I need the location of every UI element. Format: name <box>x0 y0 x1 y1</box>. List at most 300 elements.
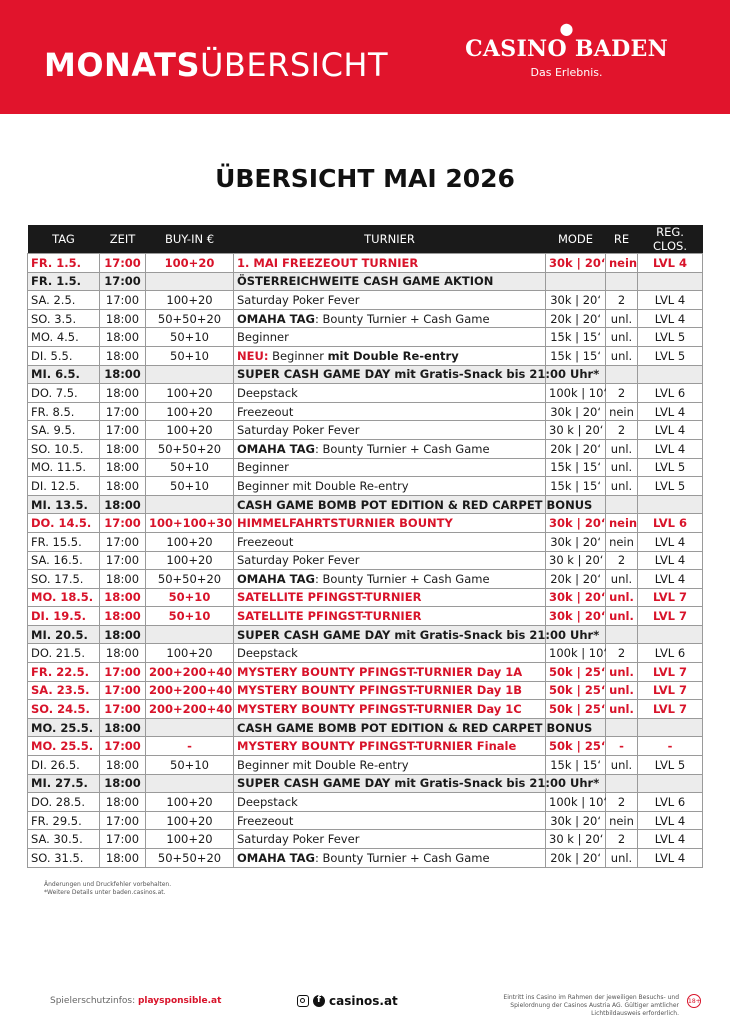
cell-zeit: 17:00 <box>100 291 146 310</box>
cell-reg-clos <box>638 774 703 793</box>
cell-re: unl. <box>606 346 638 365</box>
turnier-text-bold: MYSTERY BOUNTY PFINGST-TURNIER Day 1B <box>237 683 523 698</box>
cell-zeit: 18:00 <box>100 774 146 793</box>
table-row <box>28 663 703 682</box>
cell-zeit: 18:00 <box>100 439 146 458</box>
table-row <box>28 514 703 533</box>
cell-reg-clos: LVL 7 <box>638 607 703 626</box>
casino-baden-logo[interactable] <box>465 19 668 79</box>
cell-turnier <box>234 514 546 533</box>
cell-zeit: 18:00 <box>100 718 146 737</box>
turnier-text: Saturday Poker Fever <box>237 553 360 568</box>
cell-tag: DI. 19.5. <box>28 607 100 626</box>
cell-reg-clos: LVL 7 <box>638 663 703 682</box>
cell-turnier <box>234 830 546 849</box>
cell-buyin: 100+20 <box>146 551 234 570</box>
cell-turnier <box>234 532 546 551</box>
table-row <box>28 495 703 514</box>
cell-mode: 30k | 20‘ <box>546 607 606 626</box>
turnier-text-bold: OMAHA TAG <box>237 311 315 326</box>
cell-tag: FR. 8.5. <box>28 402 100 421</box>
cell-re: unl. <box>606 458 638 477</box>
col-header-zeit: ZEIT <box>100 225 146 254</box>
cell-zeit: 18:00 <box>100 328 146 347</box>
cell-turnier <box>234 458 546 477</box>
page-title: MONATSÜBERSICHT <box>44 46 389 84</box>
turnier-text: Beginner <box>237 460 289 475</box>
col-header-buyin: BUY-IN € <box>146 225 234 254</box>
cell-reg-clos: LVL 4 <box>638 570 703 589</box>
turnier-text-bold: CASH GAME BOMB POT EDITION & RED CARPET BONUS <box>237 497 593 512</box>
cell-zeit: 18:00 <box>100 384 146 403</box>
cell-mode: 15k | 15‘ <box>546 458 606 477</box>
brand-name: CASINO BADEN <box>465 36 668 62</box>
cell-mode: 30 k | 20‘ <box>546 830 606 849</box>
cell-buyin: 50+10 <box>146 756 234 775</box>
turnier-text-bold: OMAHA TAG <box>237 850 315 865</box>
cell-mode: 15k | 15‘ <box>546 328 606 347</box>
social-links <box>297 994 398 1008</box>
cell-tag: SA. 16.5. <box>28 551 100 570</box>
cell-turnier <box>234 384 546 403</box>
cell-zeit: 17:00 <box>100 811 146 830</box>
cell-reg-clos: LVL 5 <box>638 328 703 347</box>
cell-tag: MO. 4.5. <box>28 328 100 347</box>
table-row <box>28 291 703 310</box>
table-row <box>28 365 703 384</box>
cell-re: unl. <box>606 607 638 626</box>
cell-zeit: 17:00 <box>100 514 146 533</box>
turnier-text-bold: CASH GAME BOMB POT EDITION & RED CARPET BONUS <box>237 720 593 735</box>
cell-reg-clos: LVL 4 <box>638 402 703 421</box>
facebook-icon[interactable]: f <box>313 995 325 1007</box>
cell-zeit: 17:00 <box>100 681 146 700</box>
cell-mode: 50k | 25‘ <box>546 663 606 682</box>
cell-mode: 30k | 20‘ <box>546 254 606 273</box>
cell-tag: FR. 1.5. <box>28 272 100 291</box>
cell-tag: SO. 17.5. <box>28 570 100 589</box>
cell-zeit: 18:00 <box>100 346 146 365</box>
turnier-text: Beginner <box>237 330 289 345</box>
cell-re: unl. <box>606 570 638 589</box>
cell-re: 2 <box>606 421 638 440</box>
turnier-text: : Bounty Turnier + Cash Game <box>314 441 490 456</box>
cell-reg-clos: LVL 4 <box>638 811 703 830</box>
brand-tagline: Das Erlebnis. <box>530 66 603 79</box>
turnier-text-bold: OMAHA TAG <box>237 441 315 456</box>
cell-tag: FR. 29.5. <box>28 811 100 830</box>
turnier-text-bold: SUPER CASH GAME DAY mit Gratis-Snack bis 21:00 Uhr* <box>237 367 600 382</box>
turnier-text: : Bounty Turnier + Cash Game <box>314 850 490 865</box>
cell-mode: 20k | 20‘ <box>546 439 606 458</box>
cell-zeit: 18:00 <box>100 495 146 514</box>
cell-zeit: 18:00 <box>100 588 146 607</box>
cell-mode: 15k | 15‘ <box>546 346 606 365</box>
cell-buyin <box>146 365 234 384</box>
cell-turnier <box>234 607 546 626</box>
cell-mode: 15k | 15‘ <box>546 477 606 496</box>
cell-reg-clos: LVL 5 <box>638 458 703 477</box>
table-row <box>28 756 703 775</box>
cell-turnier <box>234 439 546 458</box>
cell-mode: 20k | 20‘ <box>546 849 606 868</box>
cell-mode: 30 k | 20‘ <box>546 421 606 440</box>
cell-buyin: 200+200+40 <box>146 663 234 682</box>
cell-mode: 30k | 20‘ <box>546 514 606 533</box>
cell-re: 2 <box>606 291 638 310</box>
cell-re: unl. <box>606 477 638 496</box>
cell-re: 2 <box>606 551 638 570</box>
cell-tag: SA. 9.5. <box>28 421 100 440</box>
cell-mode: 100k | 10‘ <box>546 793 606 812</box>
cell-tag: DO. 7.5. <box>28 384 100 403</box>
cell-reg-clos: LVL 4 <box>638 849 703 868</box>
table-row <box>28 477 703 496</box>
cell-tag: MI. 20.5. <box>28 625 100 644</box>
footnote-disclaimer: Änderungen und Druckfehler vorbehalten. <box>44 881 172 888</box>
cell-re: 2 <box>606 793 638 812</box>
cell-tag: MO. 11.5. <box>28 458 100 477</box>
cell-tag: DO. 21.5. <box>28 644 100 663</box>
cell-zeit: 18:00 <box>100 625 146 644</box>
cell-reg-clos: LVL 4 <box>638 254 703 273</box>
cell-turnier <box>234 811 546 830</box>
turnier-text-bold: MYSTERY BOUNTY PFINGST-TURNIER Day 1A <box>237 664 523 679</box>
cell-tag: DO. 14.5. <box>28 514 100 533</box>
cell-re: unl. <box>606 328 638 347</box>
table-row <box>28 570 703 589</box>
table-row <box>28 700 703 719</box>
cell-tag: DO. 28.5. <box>28 793 100 812</box>
cell-zeit: 17:00 <box>100 830 146 849</box>
cell-reg-clos: LVL 4 <box>638 309 703 328</box>
cell-reg-clos: LVL 6 <box>638 644 703 663</box>
cell-tag: SO. 24.5. <box>28 700 100 719</box>
table-row <box>28 421 703 440</box>
age-badge: 18+ <box>687 994 701 1008</box>
table-row <box>28 532 703 551</box>
cell-reg-clos: LVL 6 <box>638 384 703 403</box>
cell-mode: 100k | 10‘ <box>546 384 606 403</box>
table-row <box>28 384 703 403</box>
cell-zeit: 17:00 <box>100 254 146 273</box>
turnier-text-bold: MYSTERY BOUNTY PFINGST-TURNIER Day 1C <box>237 702 522 717</box>
cell-mode: 30k | 20‘ <box>546 291 606 310</box>
playsponsible-link[interactable]: playsponsible.at <box>137 996 222 1006</box>
cell-turnier <box>234 365 600 384</box>
footnotes <box>44 881 171 897</box>
turnier-text: : Bounty Turnier + Cash Game <box>314 311 490 326</box>
cell-re: 2 <box>606 644 638 663</box>
cell-buyin: 100+20 <box>146 793 234 812</box>
cell-zeit: 18:00 <box>100 365 146 384</box>
cell-zeit: 17:00 <box>100 272 146 291</box>
table-row <box>28 830 703 849</box>
cell-reg-clos: LVL 4 <box>638 532 703 551</box>
cell-turnier <box>234 793 546 812</box>
turnier-text-bold: mit Double Re-entry <box>327 348 459 363</box>
cell-reg-clos: LVL 6 <box>638 514 703 533</box>
cell-re: 2 <box>606 384 638 403</box>
turnier-text: Saturday Poker Fever <box>237 832 360 847</box>
cell-tag: SO. 10.5. <box>28 439 100 458</box>
cell-zeit: 17:00 <box>100 663 146 682</box>
cell-buyin: 100+20 <box>146 402 234 421</box>
cell-zeit: 17:00 <box>100 402 146 421</box>
cell-buyin: 100+20 <box>146 811 234 830</box>
cell-reg-clos: - <box>638 737 703 756</box>
cell-reg-clos: LVL 4 <box>638 421 703 440</box>
cell-zeit: 18:00 <box>100 458 146 477</box>
cell-turnier <box>234 477 546 496</box>
cell-zeit: 18:00 <box>100 644 146 663</box>
cell-turnier <box>234 254 546 273</box>
table-row <box>28 458 703 477</box>
col-header-tag: TAG <box>28 225 100 254</box>
cell-buyin: 50+10 <box>146 588 234 607</box>
player-protection-info <box>50 996 221 1006</box>
cell-re: 2 <box>606 830 638 849</box>
table-row <box>28 718 703 737</box>
cell-turnier <box>234 756 546 775</box>
turnier-text-bold: OMAHA TAG <box>237 571 315 586</box>
turnier-text-bold: HIMMELFAHRTSTURNIER BOUNTY <box>237 516 453 531</box>
cell-zeit: 17:00 <box>100 700 146 719</box>
cell-buyin: 100+20 <box>146 830 234 849</box>
cell-buyin: 100+20 <box>146 291 234 310</box>
table-row <box>28 849 703 868</box>
cell-turnier <box>234 309 546 328</box>
cell-turnier <box>234 346 546 365</box>
cell-turnier <box>234 272 546 291</box>
cell-buyin: 100+20 <box>146 254 234 273</box>
cell-turnier <box>234 291 546 310</box>
cell-buyin <box>146 495 234 514</box>
cell-buyin: 200+200+40 <box>146 681 234 700</box>
cell-mode: 50k | 25‘ <box>546 681 606 700</box>
cell-turnier <box>234 421 546 440</box>
turnier-text: Freezeout <box>237 534 294 549</box>
cell-re <box>606 365 638 384</box>
cell-tag: MO. 25.5. <box>28 737 100 756</box>
cell-reg-clos: LVL 4 <box>638 439 703 458</box>
cell-buyin: 100+100+30 <box>146 514 234 533</box>
table-row <box>28 811 703 830</box>
cell-re: unl. <box>606 588 638 607</box>
cell-reg-clos <box>638 272 703 291</box>
cell-zeit: 18:00 <box>100 849 146 868</box>
turnier-text-bold: SUPER CASH GAME DAY mit Gratis-Snack bis 21:00 Uhr* <box>237 776 600 791</box>
cell-tag: SO. 31.5. <box>28 849 100 868</box>
cell-buyin: 100+20 <box>146 532 234 551</box>
cell-zeit: 18:00 <box>100 793 146 812</box>
cell-re: unl. <box>606 681 638 700</box>
table-row <box>28 737 703 756</box>
cell-tag: SO. 3.5. <box>28 309 100 328</box>
cell-re <box>606 495 638 514</box>
cell-buyin: 50+10 <box>146 328 234 347</box>
cell-reg-clos: LVL 5 <box>638 477 703 496</box>
cell-tag: MO. 18.5. <box>28 588 100 607</box>
cell-reg-clos <box>638 718 703 737</box>
cell-zeit: 18:00 <box>100 756 146 775</box>
cell-zeit: 17:00 <box>100 551 146 570</box>
cell-buyin: 100+20 <box>146 644 234 663</box>
turnier-text: Deepstack <box>237 646 298 661</box>
cell-re: unl. <box>606 700 638 719</box>
cell-turnier <box>234 495 593 514</box>
table-row <box>28 644 703 663</box>
casino-crest-icon: ● <box>559 19 574 38</box>
cell-turnier <box>234 644 546 663</box>
cell-mode: 30 k | 20‘ <box>546 551 606 570</box>
cell-zeit: 17:00 <box>100 421 146 440</box>
table-row <box>28 272 703 291</box>
cell-buyin: 50+10 <box>146 607 234 626</box>
cell-buyin: 100+20 <box>146 421 234 440</box>
cell-tag: DI. 12.5. <box>28 477 100 496</box>
cell-turnier <box>234 681 546 700</box>
cell-re <box>606 625 638 644</box>
cell-re: unl. <box>606 439 638 458</box>
cell-turnier <box>234 774 600 793</box>
new-badge: NEU: <box>237 348 269 363</box>
cell-turnier <box>234 570 546 589</box>
cell-re <box>606 774 638 793</box>
cell-mode: 30k | 20‘ <box>546 588 606 607</box>
website-link[interactable]: casinos.at <box>329 994 398 1008</box>
table-row <box>28 681 703 700</box>
cell-tag: DI. 26.5. <box>28 756 100 775</box>
header-banner <box>0 0 730 114</box>
cell-tag: SA. 23.5. <box>28 681 100 700</box>
cell-buyin: 50+10 <box>146 477 234 496</box>
cell-mode: 30k | 20‘ <box>546 532 606 551</box>
cell-buyin <box>146 272 234 291</box>
table-row <box>28 346 703 365</box>
table-row <box>28 607 703 626</box>
cell-zeit: 18:00 <box>100 607 146 626</box>
cell-tag: FR. 22.5. <box>28 663 100 682</box>
table-row <box>28 309 703 328</box>
cell-re: nein <box>606 514 638 533</box>
cell-re: nein <box>606 532 638 551</box>
turnier-text: Saturday Poker Fever <box>237 423 360 438</box>
cell-buyin: 50+50+20 <box>146 849 234 868</box>
cell-buyin: 100+20 <box>146 384 234 403</box>
cell-zeit: 18:00 <box>100 570 146 589</box>
cell-zeit: 17:00 <box>100 532 146 551</box>
turnier-text: : Bounty Turnier + Cash Game <box>314 571 490 586</box>
cell-turnier <box>234 588 546 607</box>
cell-zeit: 17:00 <box>100 737 146 756</box>
col-header-mode: MODE <box>546 225 606 254</box>
cell-tag: MI. 13.5. <box>28 495 100 514</box>
cell-tag: SA. 30.5. <box>28 830 100 849</box>
cell-re: nein <box>606 402 638 421</box>
cell-mode <box>546 272 606 291</box>
cell-re <box>606 272 638 291</box>
turnier-text-bold: 1. MAI FREEZEOUT TURNIER <box>237 255 419 270</box>
cell-mode: 30k | 20‘ <box>546 402 606 421</box>
cell-turnier <box>234 402 546 421</box>
table-row <box>28 439 703 458</box>
cell-mode: 20k | 20‘ <box>546 570 606 589</box>
cell-tag: MO. 25.5. <box>28 718 100 737</box>
cell-buyin: - <box>146 737 234 756</box>
turnier-text-bold: SATELLITE PFINGST-TURNIER <box>237 590 422 605</box>
cell-re <box>606 718 638 737</box>
cell-mode: 30k | 20‘ <box>546 811 606 830</box>
turnier-text: Saturday Poker Fever <box>237 292 360 307</box>
cell-buyin: 200+200+40 <box>146 700 234 719</box>
cell-buyin <box>146 718 234 737</box>
legal-notice: Eintritt ins Casino im Rahmen der jeweiligen Besuchs- und Spielordnung der Casinos Austria AG. Gültiger amtlicher Lichtbildausweis erforderlich. <box>503 994 679 1017</box>
table-row <box>28 793 703 812</box>
turnier-text-bold: ÖSTERREICHWEITE CASH GAME AKTION <box>237 274 494 289</box>
cell-reg-clos: LVL 4 <box>638 291 703 310</box>
protection-label: Spielerschutzinfos: <box>50 996 138 1006</box>
cell-re: - <box>606 737 638 756</box>
table-row <box>28 588 703 607</box>
cell-mode: 50k | 25‘ <box>546 700 606 719</box>
table-header-row <box>28 225 703 254</box>
cell-turnier <box>234 328 546 347</box>
cell-buyin: 50+10 <box>146 458 234 477</box>
turnier-text: Freezeout <box>237 813 294 828</box>
cell-turnier <box>234 625 600 644</box>
cell-mode: 100k | 10‘ <box>546 644 606 663</box>
turnier-text: Beginner mit Double Re-entry <box>237 757 409 772</box>
cell-reg-clos: LVL 4 <box>638 830 703 849</box>
table-row <box>28 551 703 570</box>
col-header-turnier: TURNIER <box>234 225 546 254</box>
instagram-icon[interactable] <box>297 995 309 1007</box>
turnier-text: Deepstack <box>237 795 298 810</box>
turnier-text: Beginner <box>268 348 328 363</box>
cell-re: unl. <box>606 663 638 682</box>
cell-mode: 50k | 25‘ <box>546 737 606 756</box>
cell-re: unl. <box>606 756 638 775</box>
table-row <box>28 774 703 793</box>
cell-tag: DI. 5.5. <box>28 346 100 365</box>
cell-turnier <box>234 700 546 719</box>
cell-mode: 15k | 15‘ <box>546 756 606 775</box>
col-header-re: RE <box>606 225 638 254</box>
cell-reg-clos: LVL 6 <box>638 793 703 812</box>
turnier-text-bold: MYSTERY BOUNTY PFINGST-TURNIER Finale <box>237 739 517 754</box>
cell-re: unl. <box>606 309 638 328</box>
turnier-text-bold: SUPER CASH GAME DAY mit Gratis-Snack bis 21:00 Uhr* <box>237 627 600 642</box>
cell-reg-clos <box>638 495 703 514</box>
table-row <box>28 328 703 347</box>
month-heading: ÜBERSICHT MAI 2026 <box>215 164 515 193</box>
cell-tag: MI. 6.5. <box>28 365 100 384</box>
cell-buyin <box>146 625 234 644</box>
cell-buyin: 50+50+20 <box>146 309 234 328</box>
turnier-text: Beginner mit Double Re-entry <box>237 478 409 493</box>
cell-zeit: 18:00 <box>100 477 146 496</box>
turnier-text-bold: SATELLITE PFINGST-TURNIER <box>237 609 422 624</box>
cell-re: nein <box>606 811 638 830</box>
cell-reg-clos: LVL 7 <box>638 681 703 700</box>
cell-tag: MI. 27.5. <box>28 774 100 793</box>
cell-tag: FR. 15.5. <box>28 532 100 551</box>
cell-reg-clos <box>638 625 703 644</box>
cell-reg-clos: LVL 5 <box>638 346 703 365</box>
cell-reg-clos <box>638 365 703 384</box>
cell-tag: SA. 2.5. <box>28 291 100 310</box>
